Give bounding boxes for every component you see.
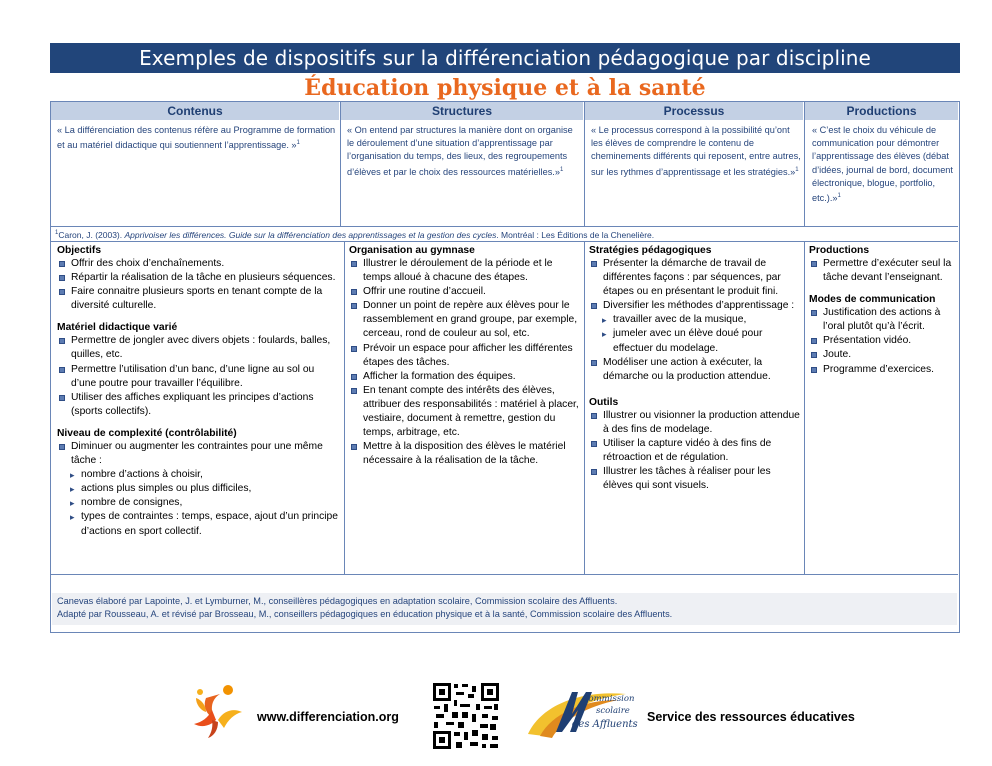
list-item: Offrir une routine d’accueil. xyxy=(349,285,581,299)
divider xyxy=(804,242,805,574)
list-item: Faire connaitre plusieurs sports en tenant compte de la diversité culturelle. xyxy=(57,285,341,313)
list-item: Illustrer ou visionner la production attendue à des fins de modelage. xyxy=(589,409,801,437)
column-processus xyxy=(589,244,801,493)
column-header-processus: Processus xyxy=(585,102,803,120)
list-item: Permettre de jongler avec divers objets : foulards, balles, quilles, etc. xyxy=(57,334,341,362)
divider xyxy=(51,241,958,242)
section-title: Modes de communication xyxy=(809,294,936,306)
divider xyxy=(584,242,585,574)
differenciation-logo-icon xyxy=(188,680,248,740)
quote-contenus: « La différenciation des contenus réfère au Programme de formation et au matériel didactique qui soutiennent l’apprentissage. »$^1$ xyxy=(57,125,336,151)
column-contenus xyxy=(57,244,341,539)
section-title: Productions xyxy=(809,245,870,256)
list-item: Permettre l’utilisation d’un banc, d’une ligne au sol ou d’une poutre pour travailler l’équilibre. xyxy=(57,363,341,391)
column-productions xyxy=(809,244,959,377)
list-item: Répartir la réalisation de la tâche en plusieurs séquences. xyxy=(57,271,341,285)
list-item: Utiliser la capture vidéo à des fins de rétroaction et de régulation. xyxy=(589,437,801,465)
list-item: Mettre à la disposition des élèves le matériel nécessaire à la réalisation de la tâche. xyxy=(349,440,581,468)
list-item: Offrir des choix d’enchaînements. xyxy=(57,257,341,271)
service-label: Service des ressources éducatives xyxy=(647,710,855,724)
column-header-structures: Structures xyxy=(341,102,583,120)
sub-list-item: ▸ jumeler avec un élève doué pour effectuer du modelage. xyxy=(589,327,801,355)
reference-footnote: $^1$Caron, J. (2003). Apprivoiser les différences. Guide sur la différenciation des apprentissages et la gestion des cycles. Montréal : Les Éditions de la Chenelière. xyxy=(55,230,655,240)
sub-list-item: ▸ nombre de consignes, xyxy=(57,496,341,510)
list-item: Joute. xyxy=(809,348,959,362)
sub-list-item: ▸ travailler avec de la musique, xyxy=(589,313,801,327)
list-item: Donner un point de repère aux élèves pour le rassemblement en grand groupe, par exemple, cerceau, rond de couleur au sol, etc. xyxy=(349,299,581,341)
list-item: Illustrer les tâches à réaliser pour les élèves qui sont visuels. xyxy=(589,465,801,493)
cs-logo-line: des Affluents xyxy=(572,719,638,730)
sub-list-item: ▸ nombre d’actions à choisir, xyxy=(57,468,341,482)
section-title: Objectifs xyxy=(57,245,102,256)
list-item: Illustrer le déroulement de la période et le temps alloué à chacune des étapes. xyxy=(349,257,581,285)
column-structures xyxy=(349,244,581,468)
list-item: Programme d’exercices. xyxy=(809,363,959,377)
quote-processus: « Le processus correspond à la possibilité qu’ont les élèves de comprendre le contenu de cheminements différents qui reposent, entre autres, sur les rythmes d’apprentissage et les stratégies.»$^1$ xyxy=(591,125,801,177)
column-header-contenus: Contenus xyxy=(51,102,339,120)
sub-list-item: ▸ types de contraintes : temps, espace, ajout d’un principe d’actions en sport collectif. xyxy=(57,510,341,538)
banner-title: Exemples de dispositifs sur la différenciation pédagogique par discipline xyxy=(50,43,960,73)
list-item: Justification des actions à l’oral plutôt qu’à l’écrit. xyxy=(809,306,959,334)
section-title: Organisation au gymnase xyxy=(349,245,475,256)
page-subtitle: Éducation physique et à la santé xyxy=(304,75,706,101)
section-title: Outils xyxy=(589,396,619,408)
divider xyxy=(344,242,345,574)
list-item: Diversifier les méthodes d’apprentissage : xyxy=(589,299,801,313)
list-item: En tenant compte des intérêts des élèves, attribuer des responsabilités : matériel à placer, vestiaire, document à remettre, gestion du temps, arbitrage, etc. xyxy=(349,384,581,440)
divider xyxy=(51,226,958,227)
divider xyxy=(340,102,341,226)
cs-logo-line: scolaire xyxy=(596,706,630,716)
list-item: Modéliser une action à exécuter, la démarche ou la production attendue. xyxy=(589,356,801,384)
list-item: Afficher la formation des équipes. xyxy=(349,370,581,384)
list-item: Présentation vidéo. xyxy=(809,334,959,348)
website-link[interactable]: www.differenciation.org xyxy=(257,710,399,724)
divider xyxy=(51,574,958,575)
list-item: Permettre d’exécuter seul la tâche devant l’enseignant. xyxy=(809,257,959,285)
list-item: Utiliser des affiches expliquant les principes d’actions (sports collectifs). xyxy=(57,391,341,419)
cs-logo-line: Commission xyxy=(582,694,635,704)
quote-structures: « On entend par structures la manière dont on organise le déroulement d’une situation d’apprentissage par l’organisation du temps, des lieux, des regroupements d’élèves et par le choix des ressources matérielles.»$^1$ xyxy=(347,125,573,177)
list-item: Prévoir un espace pour afficher les différentes étapes des tâches. xyxy=(349,342,581,370)
qr-code-icon xyxy=(432,682,500,750)
section-title: Matériel didactique varié xyxy=(57,322,178,334)
sub-list-item: ▸ actions plus simples ou plus difficiles, xyxy=(57,482,341,496)
list-item: Diminuer ou augmenter les contraintes pour une même tâche : xyxy=(57,440,341,468)
divider xyxy=(584,102,585,226)
credits-line: Adapté par Rousseau, A. et révisé par Brosseau, M., conseillers pédagogiques en éducation physique et à la santé, Commission scolaire des Affluents. xyxy=(57,609,673,619)
list-item: Présenter la démarche de travail de différentes façons : par séquences, par étapes ou en présentant le produit fini. xyxy=(589,257,801,299)
column-header-productions: Productions xyxy=(805,102,958,120)
credits-line: Canevas élaboré par Lapointe, J. et Lymburner, M., conseillères pédagogiques en adaptation scolaire, Commission scolaire des Affluents. xyxy=(57,596,618,606)
divider xyxy=(804,102,805,226)
section-title: Niveau de complexité (contrôlabilité) xyxy=(57,427,237,439)
quote-productions: « C’est le choix du véhicule de communication pour démontrer l’apprentissage des élèves (débat d’idées, journal de bord, document électronique, blogue, portfolio, etc.).»$^1$ xyxy=(812,125,953,204)
section-title: Stratégies pédagogiques xyxy=(589,245,712,256)
